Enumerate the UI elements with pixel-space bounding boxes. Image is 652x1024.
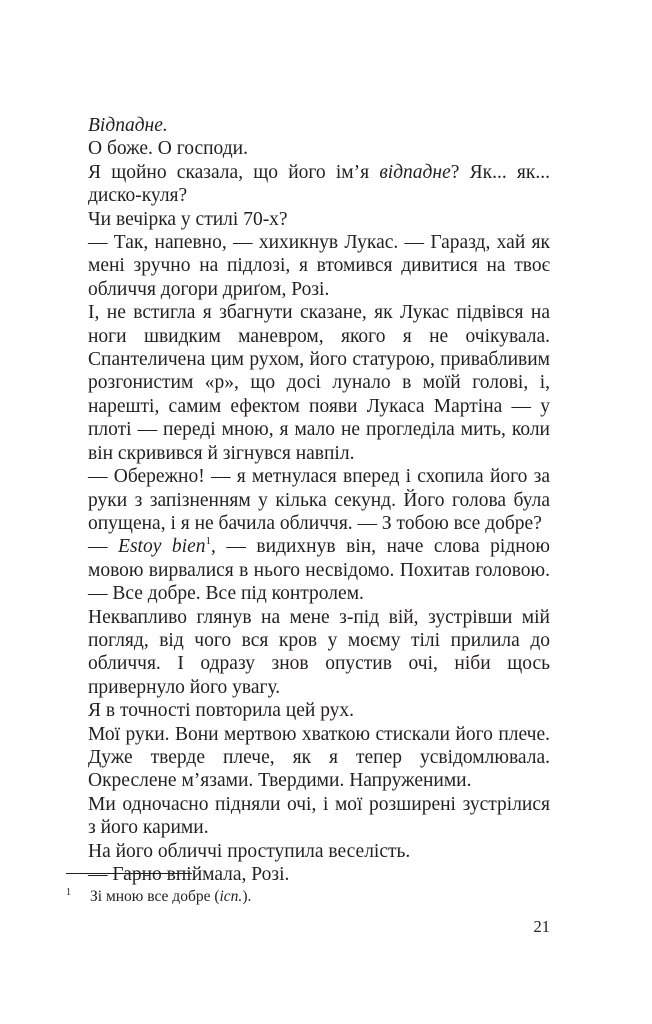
footnote-text-end: ). — [242, 888, 252, 905]
paragraph — [88, 161, 550, 208]
paragraph — [88, 699, 550, 722]
text-run: — Так, напевно, — хихикнув Лукас. — Гаразд, хай як мені зручно на підлозі, я втомився дивитися на твоє обличчя догори дриґом, Розі. — [88, 232, 550, 300]
text-run: Ми одночасно підняли очі, і мої розширені зустрілися з його карими. — [88, 793, 550, 839]
paragraph — [88, 208, 550, 231]
text-run: Я щойно сказала, що його ім’я — [88, 161, 380, 183]
text-run: Я в точності повторила цей рух. — [88, 700, 355, 722]
text-run: І, не встигла я збагнути сказане, як Лукас підвівся на ноги швидким маневром, якого я не очікувала. Спантеличена цим рухом, його статурою, привабливим розгонистим «р», що досі лунало в моїй голові, і, нарешті, самим ефектом появи Лукаса Мартіна — у плоті — переді мною, я мало не прогледіла мить, коли він скривився й зігнувся навпіл. — [88, 302, 550, 464]
paragraph — [88, 137, 550, 160]
paragraph — [88, 606, 550, 700]
text-run: На його обличчі проступила веселість. — [88, 840, 411, 862]
text-run: — Обережно! — я метнулася вперед і схопила його за руки з запізненням у кілька секунд. Його голова була опущена, і я не бачила обличчя. — З тобою все добре? — [88, 466, 550, 534]
text-run: О боже. О господи. — [88, 138, 248, 160]
paragraph — [88, 723, 550, 793]
paragraph — [88, 301, 550, 465]
body-text — [88, 114, 550, 886]
text-run: Мої руки. Вони мертвою хваткою стискали його плече. Дуже тверде плече, як я тепер усвідомлювала. Окреслене м’язами. Твердими. Напруженими. — [88, 723, 550, 792]
text-run: ? Як... як... диско-куля? — [88, 161, 550, 207]
footnote — [66, 883, 546, 907]
paragraph — [88, 840, 550, 863]
text-run: — — [88, 536, 119, 558]
footnote-separator — [66, 873, 192, 874]
paragraph — [88, 535, 550, 605]
footnote-text-start: Зі мною все добре ( — [90, 888, 220, 905]
text-run: — Гарно впіймала, Розі. — [88, 864, 290, 885]
italic-text: Відпадне. — [88, 115, 168, 136]
paragraph — [88, 465, 550, 535]
italic-text: відпадне — [379, 161, 451, 183]
text-run: , — видихнув він, наче слова рідною мовою вирвалися в нього несвідомо. Похитав головою. — Все добре. Все під контролем. — [88, 536, 551, 605]
italic-text: Estoy bien — [118, 536, 206, 558]
paragraph — [88, 231, 550, 301]
page-number: 21 — [533, 917, 550, 936]
footnote-number: 1 — [66, 887, 71, 898]
footnote-reference: 1 — [205, 535, 211, 548]
text-run: Неквапливо глянув на мене з-під вій, зустрівши мій погляд, від чого вся кров у моєму тілі прилила до обличчя. І одразу знов опустив очі, ніби щось привернуло його увагу. — [88, 606, 550, 698]
paragraph — [88, 114, 550, 137]
paragraph — [88, 793, 550, 840]
footnote-text-italic: ісп. — [219, 888, 243, 905]
text-run: Чи вечірка у стилі 70-х? — [88, 208, 288, 230]
